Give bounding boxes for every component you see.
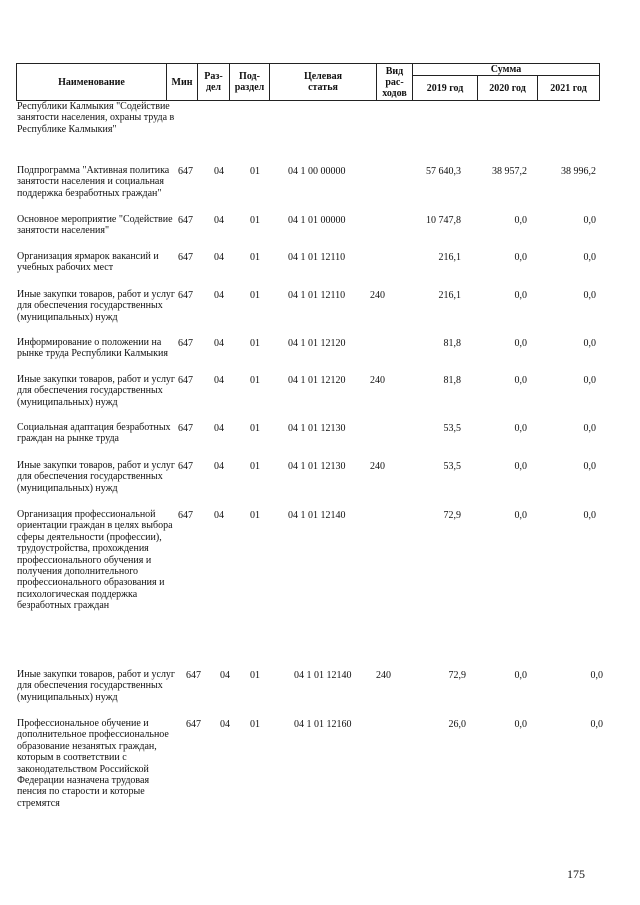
row-name: Иные закупки товаров, работ и услуг для обеспечения государственных (муниципальных) нужд [17, 669, 176, 703]
row-min: 647 [186, 719, 201, 730]
row-pod: 01 [250, 252, 260, 263]
row-razdel: 04 [214, 461, 224, 472]
row-v2020: 0,0 [514, 375, 527, 386]
page-number: 175 [567, 867, 585, 881]
row-pod: 01 [250, 166, 260, 177]
row-v2021: 0,0 [583, 252, 596, 263]
header-target: Целевая статья [270, 64, 377, 101]
row-v2019: 57 640,3 [426, 166, 461, 177]
row-v2020: 0,0 [514, 215, 527, 226]
row-min: 647 [178, 290, 193, 301]
row-cs: 04 1 01 12130 [288, 423, 346, 434]
header-2019: 2019 год [413, 76, 478, 101]
row-cs: 04 1 01 12120 [288, 375, 346, 386]
row-razdel: 04 [214, 166, 224, 177]
row-min: 647 [178, 510, 193, 521]
row-min: 647 [186, 670, 201, 681]
row-vid: 240 [370, 290, 385, 301]
row-v2019: 72,9 [448, 670, 466, 681]
row-razdel: 04 [214, 252, 224, 263]
row-v2020: 0,0 [514, 338, 527, 349]
row-v2021: 0,0 [583, 375, 596, 386]
row-v2020: 0,0 [514, 461, 527, 472]
row-v2021: 0,0 [583, 338, 596, 349]
row-cs: 04 1 00 00000 [288, 166, 346, 177]
row-name: Профессиональное обучение и дополнительное профессиональное образование незанятых граждан, которым в соответствии с законодательством Российской Федерации назначена трудовая пенсия по старости и которые стремятся [17, 718, 169, 809]
row-v2019: 72,9 [443, 510, 461, 521]
row-v2019: 81,8 [443, 338, 461, 349]
row-vid: 240 [376, 670, 391, 681]
row-razdel: 04 [214, 423, 224, 434]
row-cs: 04 1 01 12140 [288, 510, 346, 521]
row-cs: 04 1 01 12160 [294, 719, 352, 730]
header-name: Наименование [17, 64, 167, 101]
row-v2021: 0,0 [583, 423, 596, 434]
row-cs: 04 1 01 12140 [294, 670, 352, 681]
row-min: 647 [178, 215, 193, 226]
row-cs: 04 1 01 12110 [288, 290, 346, 301]
row-pod: 01 [250, 461, 260, 472]
row-vid: 240 [370, 375, 385, 386]
row-v2021: 0,0 [583, 290, 596, 301]
row-min: 647 [178, 338, 193, 349]
row-pod: 01 [250, 290, 260, 301]
row-min: 647 [178, 423, 193, 434]
row-min: 647 [178, 375, 193, 386]
header-2021: 2021 год [538, 76, 600, 101]
row-v2019: 53,5 [443, 461, 461, 472]
row-min: 647 [178, 252, 193, 263]
row-cs: 04 1 01 12110 [288, 252, 346, 263]
row-v2019: 26,0 [448, 719, 466, 730]
row-cs: 04 1 01 12130 [288, 461, 346, 472]
row-v2020: 0,0 [514, 252, 527, 263]
row-v2021: 0,0 [583, 461, 596, 472]
row-pod: 01 [250, 375, 260, 386]
row-name: Подпрограмма "Активная политика занятости населения и социальная поддержка безработных граждан" [17, 165, 170, 199]
row-v2021: 0,0 [590, 719, 603, 730]
header-min: Мин [167, 64, 198, 101]
row-name: Информирование о положении на рынке труда Республики Калмыкия [17, 337, 168, 360]
row-name: Иные закупки товаров, работ и услуг для обеспечения государственных (муниципальных) нужд [17, 289, 176, 323]
header-vid: Вид рас- ходов [377, 64, 413, 101]
row-min: 647 [178, 166, 193, 177]
row-pod: 01 [250, 338, 260, 349]
row-min: 647 [178, 461, 193, 472]
row-v2019: 216,1 [438, 290, 461, 301]
row-razdel: 04 [214, 215, 224, 226]
row-pod: 01 [250, 670, 260, 681]
row-v2020: 0,0 [514, 423, 527, 434]
row-name: Организация ярмарок вакансий и учебных рабочих мест [17, 251, 159, 274]
row-v2020: 0,0 [514, 719, 527, 730]
row-v2019: 53,5 [443, 423, 461, 434]
row-name: Иные закупки товаров, работ и услуг для обеспечения государственных (муниципальных) нужд [17, 374, 176, 408]
row-pod: 01 [250, 423, 260, 434]
row-v2020: 38 957,2 [492, 166, 527, 177]
row-cs: 04 1 01 12120 [288, 338, 346, 349]
row-name: Организация профессиональной ориентации граждан в целях выбора сферы деятельности (профессии), трудоустройства, прохождения профессионального обучения и получения дополнительного профессионального образования и психологическая поддержка безработных граждан [17, 509, 173, 612]
row-razdel: 04 [214, 338, 224, 349]
row-pod: 01 [250, 215, 260, 226]
header-podrazdel: Под- раздел [230, 64, 270, 101]
row-pod: 01 [250, 510, 260, 521]
row-razdel: 04 [220, 670, 230, 681]
row-v2019: 10 747,8 [426, 215, 461, 226]
header-razdel: Раз- дел [198, 64, 230, 101]
row-v2021: 0,0 [590, 670, 603, 681]
row-v2020: 0,0 [514, 290, 527, 301]
row-v2020: 0,0 [514, 670, 527, 681]
header-summa: Сумма [413, 64, 600, 76]
row-v2019: 216,1 [438, 252, 461, 263]
row-name: Иные закупки товаров, работ и услуг для обеспечения государственных (муниципальных) нужд [17, 460, 176, 494]
row-razdel: 04 [214, 375, 224, 386]
table-header [16, 63, 600, 101]
row-v2020: 0,0 [514, 510, 527, 521]
row-razdel: 04 [214, 290, 224, 301]
row-v2021: 0,0 [583, 215, 596, 226]
header-2020: 2020 год [478, 76, 538, 101]
row-v2021: 38 996,2 [561, 166, 596, 177]
row-v2019: 81,8 [443, 375, 461, 386]
row-v2021: 0,0 [583, 510, 596, 521]
row-name: Основное мероприятие "Содействие занятости населения" [17, 214, 173, 237]
row-name: Социальная адаптация безработных граждан на рынке труда [17, 422, 171, 445]
row-vid: 240 [370, 461, 385, 472]
row-razdel: 04 [214, 510, 224, 521]
row-pod: 01 [250, 719, 260, 730]
row-name: Республики Калмыкия "Содействие занятости населения, охраны труда в Республике Калмыкия" [17, 101, 175, 135]
row-razdel: 04 [220, 719, 230, 730]
row-cs: 04 1 01 00000 [288, 215, 346, 226]
